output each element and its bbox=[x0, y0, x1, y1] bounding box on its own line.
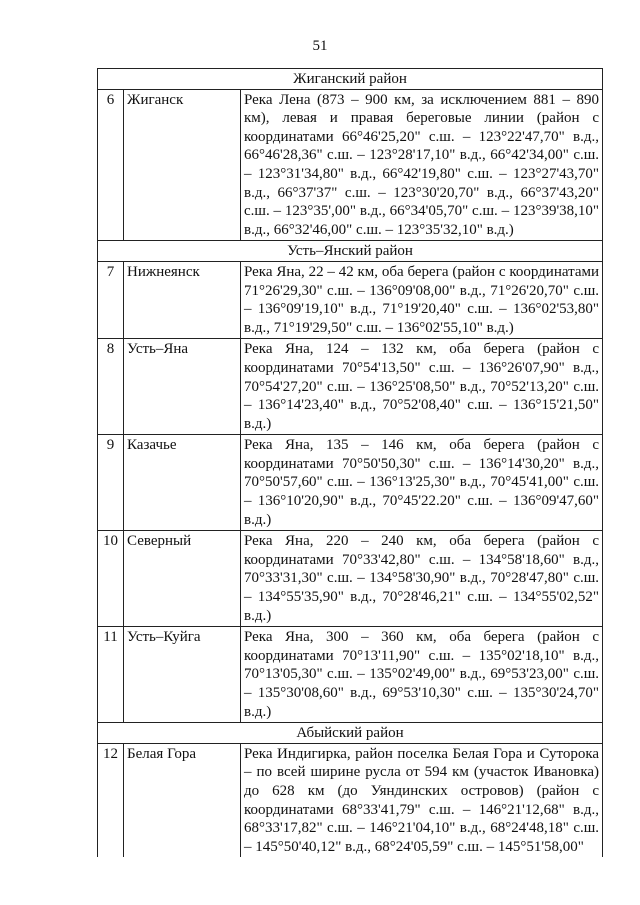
settlement-name: Белая Гора bbox=[124, 743, 241, 857]
table-row bbox=[98, 627, 603, 723]
settlement-name: Жиганск bbox=[124, 89, 241, 241]
location-description: Река Яна, 135 – 146 км, оба берега (район с координатами 70°50'50,30" с.ш. – 136°14'30,20" в.д., 70°50'57,60" с.ш. – 136°13'25,30" в.д., 70°45'41,00" с.ш. – 136°10'20,90" в.д., 70°45'22.20" с.ш. – 136°09'47,60" в.д.) bbox=[241, 435, 603, 531]
settlements-table bbox=[97, 68, 603, 857]
table-row bbox=[98, 339, 603, 435]
location-description: Река Лена (873 – 900 км, за исключением 881 – 890 км), левая и правая береговые линии (район с координатами 66°46'25,20" с.ш. – 123°22'47,70" в.д., 66°46'28,36" с.ш. – 123°28'17,10" в.д., 66°42'34,00" с.ш. – 123°31'34,80" в.д., 66°42'19,80" с.ш. – 123°27'43,70" в.д., 66°37'37" с.ш. – 123°30'20,70" в.д., 66°37'43,20" с.ш. – 123°35',00" в.д., 66°34'05,70" с.ш. – 123°39'38,10" в.д., 66°32'46,00" с.ш. – 123°35'32,10" в.д.) bbox=[241, 89, 603, 241]
row-number: 8 bbox=[98, 339, 124, 435]
settlement-name: Казачье bbox=[124, 435, 241, 531]
district-header: Жиганский район bbox=[98, 69, 603, 90]
row-number: 10 bbox=[98, 531, 124, 627]
table-row bbox=[98, 531, 603, 627]
district-header-row bbox=[98, 241, 603, 262]
location-description: Река Яна, 124 – 132 км, оба берега (район с координатами 70°54'13,50" с.ш. – 136°26'07,90" в.д., 70°54'27,20" с.ш. – 136°25'08,50" в.д., 70°52'13,20" с.ш. – 136°14'23,40" в.д., 70°52'08,40" с.ш. – 136°15'21,50" в.д.) bbox=[241, 339, 603, 435]
location-description: Река Яна, 300 – 360 км, оба берега (район с координатами 70°13'11,90" с.ш. – 135°02'18,10" в.д., 70°13'05,30" с.ш. – 135°02'49,00" в.д., 69°53'23,00" с.ш. – 135°30'08,60" в.д., 69°53'10,30" с.ш. – 135°30'24,70" в.д.) bbox=[241, 627, 603, 723]
settlement-name: Нижнеянск bbox=[124, 261, 241, 338]
settlement-name: Северный bbox=[124, 531, 241, 627]
table-row bbox=[98, 435, 603, 531]
location-description: Река Индигирка, район поселка Белая Гора и Суторока – по всей ширине русла от 594 км (участок Ивановка) до 628 км (до Уяндинских островов) (район с координатами 68°33'41,79" с.ш. – 146°21'12,68" в.д., 68°33'17,82" с.ш. – 146°21'04,10" в.д., 68°24'48,18" с.ш. – 145°50'40,12" в.д., 68°24'05,59" с.ш. – 145°51'58,00" bbox=[241, 743, 603, 857]
table-row bbox=[98, 89, 603, 241]
row-number: 9 bbox=[98, 435, 124, 531]
district-header: Усть–Янский район bbox=[98, 241, 603, 262]
location-description: Река Яна, 220 – 240 км, оба берега (район с координатами 70°33'42,80" с.ш. – 134°58'18,60" в.д., 70°33'31,30" с.ш. – 134°58'30,90" в.д., 70°28'47,80" с.ш. – 134°55'35,90" в.д., 70°28'46,21" с.ш. – 134°55'02,52" в.д.) bbox=[241, 531, 603, 627]
table-row bbox=[98, 743, 603, 857]
district-header-row bbox=[98, 69, 603, 90]
table-row bbox=[98, 261, 603, 338]
settlement-name: Усть–Яна bbox=[124, 339, 241, 435]
district-header: Абыйский район bbox=[98, 723, 603, 744]
settlement-name: Усть–Куйга bbox=[124, 627, 241, 723]
location-description: Река Яна, 22 – 42 км, оба берега (район с координатами 71°26'29,30" с.ш. – 136°09'08,00" в.д., 71°26'20,70" с.ш. – 136°09'19,10" в.д., 71°19'20,40" с.ш. – 136°02'53,80" в.д., 71°19'29,50" с.ш. – 136°02'55,10" в.д.) bbox=[241, 261, 603, 338]
row-number: 11 bbox=[98, 627, 124, 723]
page-number: 51 bbox=[312, 38, 328, 54]
row-number: 6 bbox=[98, 89, 124, 241]
district-header-row bbox=[98, 723, 603, 744]
row-number: 12 bbox=[98, 743, 124, 857]
row-number: 7 bbox=[98, 261, 124, 338]
